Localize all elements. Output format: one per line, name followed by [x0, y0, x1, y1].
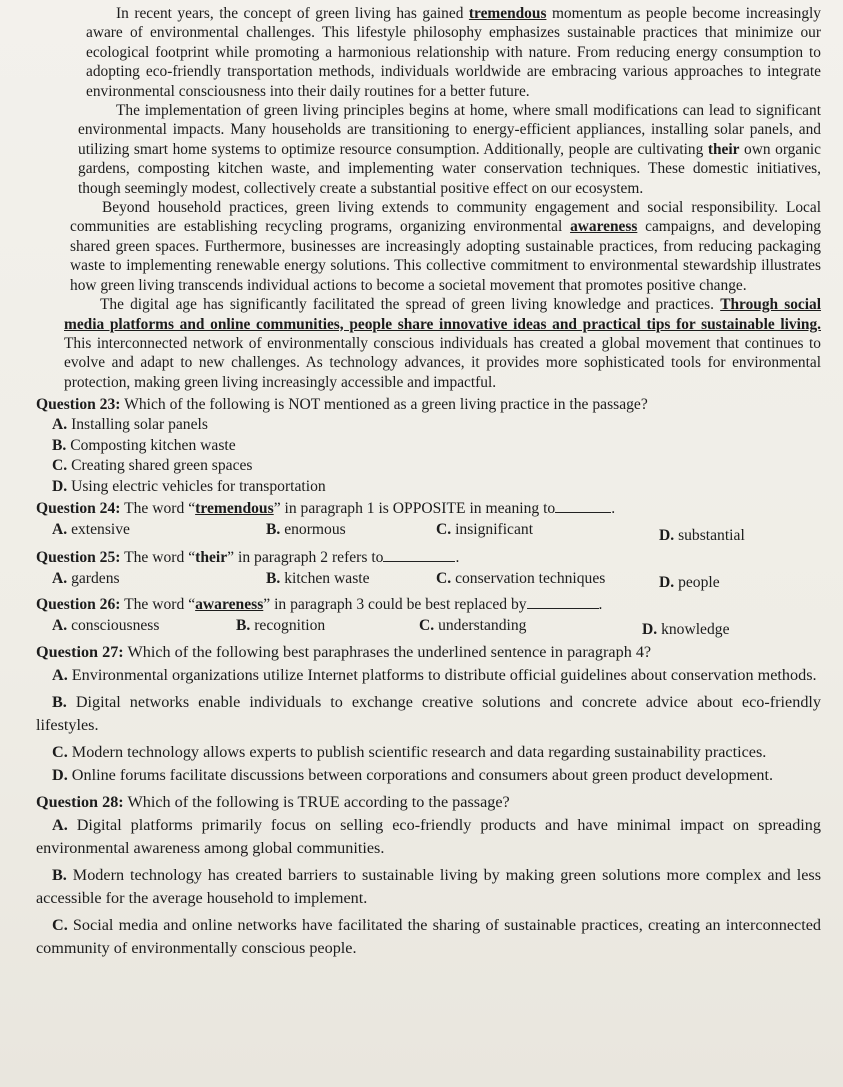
question-24-options	[36, 519, 821, 546]
question-28	[36, 791, 821, 960]
question-28-stem	[36, 791, 821, 814]
paragraph-4-text-after: This interconnected network of environmentally conscious individuals has created a global movement that continues to evolve and adapt to new challenges. As technology advances, it provides more sophisticated tools for environmental protection, making green living increasingly accessible and impactful.	[64, 334, 821, 391]
question-25-pre: The word “	[120, 549, 196, 567]
option-letter: D.	[52, 477, 68, 495]
option-letter: B.	[52, 693, 67, 712]
option-text: enormous	[280, 521, 346, 539]
question-24-option-b[interactable]	[266, 519, 436, 546]
option-letter: B.	[236, 617, 251, 635]
question-24-option-c[interactable]	[436, 519, 659, 546]
question-25-post: ” in paragraph 2 refers to	[227, 549, 384, 567]
question-23	[36, 394, 821, 497]
option-text: Installing solar panels	[67, 416, 208, 434]
question-26-label: Question 26:	[36, 596, 121, 614]
option-text: Social media and online networks have facilitated the sharing of sustainable practices, creating an interconnected community of environmentally conscious people.	[36, 916, 821, 958]
question-28-label: Question 28:	[36, 793, 124, 812]
option-letter: C.	[52, 743, 68, 762]
question-27-text: Which of the following best paraphrases the underlined sentence in paragraph 4?	[123, 643, 652, 662]
question-26-options	[36, 615, 821, 640]
paragraph-1-text-after: momentum as people become increasingly aware of environmental challenges. This lifestyle philosophy emphasizes sustainable practices that minimize our ecological footprint while promoting a harmonious relationship with nature. From reducing energy consumption to adopting eco-friendly transportation methods, individuals worldwide are embracing various approaches to integrate environmental consciousness into their daily routines for a better future.	[86, 5, 821, 100]
question-23-option-a[interactable]	[52, 415, 821, 436]
option-text: Digital platforms primarily focus on selling eco-friendly products and have minimal impact on spreading environmental awareness among global communities.	[36, 816, 821, 858]
question-24-option-d[interactable]	[659, 519, 821, 546]
option-text: consciousness	[67, 617, 160, 635]
question-24-label: Question 24:	[36, 500, 121, 518]
question-24-word: tremendous	[195, 500, 274, 518]
question-27-option-d[interactable]	[36, 764, 821, 787]
option-text: people	[674, 574, 720, 592]
word-their: their	[707, 140, 740, 158]
option-letter: C.	[52, 916, 68, 935]
passage-paragraph-3	[24, 198, 821, 295]
paragraph-2-text-after: own organic gardens, composting kitchen waste, and implementing water conservation techniques. These domestic initiatives, though seemingly modest, collectively create a substantial positive effect on our ecosystem.	[78, 140, 821, 197]
question-23-stem	[36, 394, 821, 415]
option-text: Modern technology allows experts to publish scientific research and data regarding sustainability practices.	[67, 743, 767, 762]
option-letter: A.	[52, 521, 68, 539]
answer-blank[interactable]	[555, 498, 611, 513]
answer-blank[interactable]	[527, 594, 599, 609]
paragraph-2-text-before: The implementation of green living principles begins at home, where small modifications can lead to significant environmental impacts. Many households are transitioning to energy-efficient appliances, installing solar panels, and utilizing smart home systems to optimize resource consumption. Additionally, people are cultivating	[78, 102, 821, 158]
question-24-post: ” in paragraph 1 is OPPOSITE in meaning to	[273, 500, 556, 518]
option-text: understanding	[434, 617, 527, 635]
option-text: Creating shared green spaces	[67, 457, 253, 475]
option-letter: A.	[52, 416, 68, 434]
option-text: substantial	[674, 527, 745, 545]
answer-blank[interactable]	[383, 547, 455, 562]
option-letter: C.	[436, 521, 452, 539]
option-text: Composting kitchen waste	[66, 436, 236, 454]
question-26-option-d[interactable]	[642, 615, 821, 640]
question-23-label: Question 23:	[36, 396, 121, 414]
option-text: Using electric vehicles for transportation	[67, 477, 326, 495]
paragraph-4-text-before: The digital age has significantly facilitated the spread of green living knowledge and practices.	[100, 296, 721, 314]
question-26-option-a[interactable]	[52, 615, 236, 640]
passage-paragraph-2	[24, 101, 821, 198]
underlined-sentence: Through social media platforms and online communities, people share innovative ideas and practical tips for sustainable living.	[64, 296, 822, 333]
question-28-option-b[interactable]	[36, 864, 821, 910]
question-27-label: Question 27:	[36, 643, 124, 662]
passage-paragraph-1	[24, 4, 821, 101]
option-letter: A.	[52, 666, 68, 685]
question-28-option-c[interactable]	[36, 914, 821, 960]
question-26-post: ” in paragraph 3 could be best replaced by	[263, 596, 527, 614]
question-28-option-a[interactable]	[36, 814, 821, 860]
option-letter: C.	[52, 457, 68, 475]
question-27-option-c[interactable]	[36, 741, 821, 764]
paragraph-3-text-after: campaigns, and developing shared green spaces. Furthermore, businesses are increasingly adopting sustainable practices, from reducing packaging waste to implementing renewable energy solutions. This collective commitment to environmental stewardship illustrates how green living transcends individual actions to become a societal movement that promotes positive change.	[70, 218, 821, 294]
question-27	[36, 641, 821, 787]
question-23-text: Which of the following is NOT mentioned as a green living practice in the passage?	[120, 396, 648, 414]
paragraph-1-text-before: In recent years, the concept of green living has gained	[116, 5, 469, 22]
question-26-option-c[interactable]	[419, 615, 642, 640]
question-24-stem	[36, 498, 821, 519]
option-letter: A.	[52, 570, 68, 588]
option-text: kitchen waste	[280, 570, 370, 588]
option-text: Modern technology has created barriers to sustainable living by making green solutions more complex and less accessible for the average household to implement.	[36, 866, 821, 908]
question-26-stem	[36, 594, 821, 615]
word-awareness: awareness	[570, 218, 638, 236]
option-letter: A.	[52, 617, 68, 635]
question-23-options	[36, 415, 821, 497]
option-text: gardens	[67, 570, 120, 588]
question-27-option-b[interactable]	[36, 691, 821, 737]
option-text: extensive	[67, 521, 130, 539]
option-letter: D.	[52, 766, 68, 785]
question-25-option-c[interactable]	[436, 568, 659, 593]
question-24-pre: The word “	[120, 500, 196, 518]
option-letter: C.	[436, 570, 452, 588]
option-text: Environmental organizations utilize Internet platforms to distribute official guidelines about conservation methods.	[67, 666, 817, 685]
question-26-end: .	[598, 596, 603, 614]
option-letter: D.	[659, 527, 675, 545]
option-letter: D.	[642, 621, 658, 639]
question-28-text: Which of the following is TRUE according to the passage?	[123, 793, 510, 812]
question-23-option-c[interactable]	[52, 456, 821, 477]
question-26	[36, 594, 821, 640]
question-25-word: their	[195, 549, 228, 567]
question-26-pre: The word “	[120, 596, 196, 614]
option-letter: B.	[52, 436, 67, 454]
paragraph-3-text-before: Beyond household practices, green living extends to community engagement and social responsibility. Local communities are establishing recycling programs, organizing environmental	[70, 199, 821, 236]
option-text: conservation techniques	[451, 570, 606, 588]
option-text: knowledge	[657, 621, 730, 639]
question-25-options	[36, 568, 821, 593]
option-text: recognition	[250, 617, 326, 635]
option-text: Digital networks enable individuals to exchange creative solutions and concrete advice about eco-friendly lifestyles.	[36, 693, 821, 735]
question-27-stem	[36, 641, 821, 664]
option-letter: C.	[419, 617, 435, 635]
question-24	[36, 498, 821, 546]
question-25-label: Question 25:	[36, 549, 121, 567]
option-letter: D.	[659, 574, 675, 592]
question-25-end: .	[455, 549, 460, 567]
question-26-option-b[interactable]	[236, 615, 419, 640]
questions-section	[24, 394, 821, 960]
question-24-end: .	[611, 500, 616, 518]
option-letter: B.	[266, 521, 281, 539]
question-27-option-a[interactable]	[36, 664, 821, 687]
word-tremendous: tremendous	[468, 5, 547, 22]
option-text: Online forums facilitate discussions between corporations and consumers about green product development.	[67, 766, 774, 785]
option-letter: A.	[52, 816, 68, 835]
passage-paragraph-4	[24, 295, 821, 392]
option-letter: B.	[266, 570, 281, 588]
question-25-option-b[interactable]	[266, 568, 436, 593]
question-24-option-a[interactable]	[52, 519, 266, 546]
question-25-option-a[interactable]	[52, 568, 266, 593]
question-26-word: awareness	[195, 596, 264, 614]
question-25-stem	[36, 547, 821, 568]
question-23-option-b[interactable]	[52, 436, 821, 457]
question-25	[36, 547, 821, 593]
option-letter: B.	[52, 866, 67, 885]
option-text: insignificant	[451, 521, 534, 539]
question-25-option-d[interactable]	[659, 568, 821, 593]
question-23-option-d[interactable]	[52, 477, 821, 498]
